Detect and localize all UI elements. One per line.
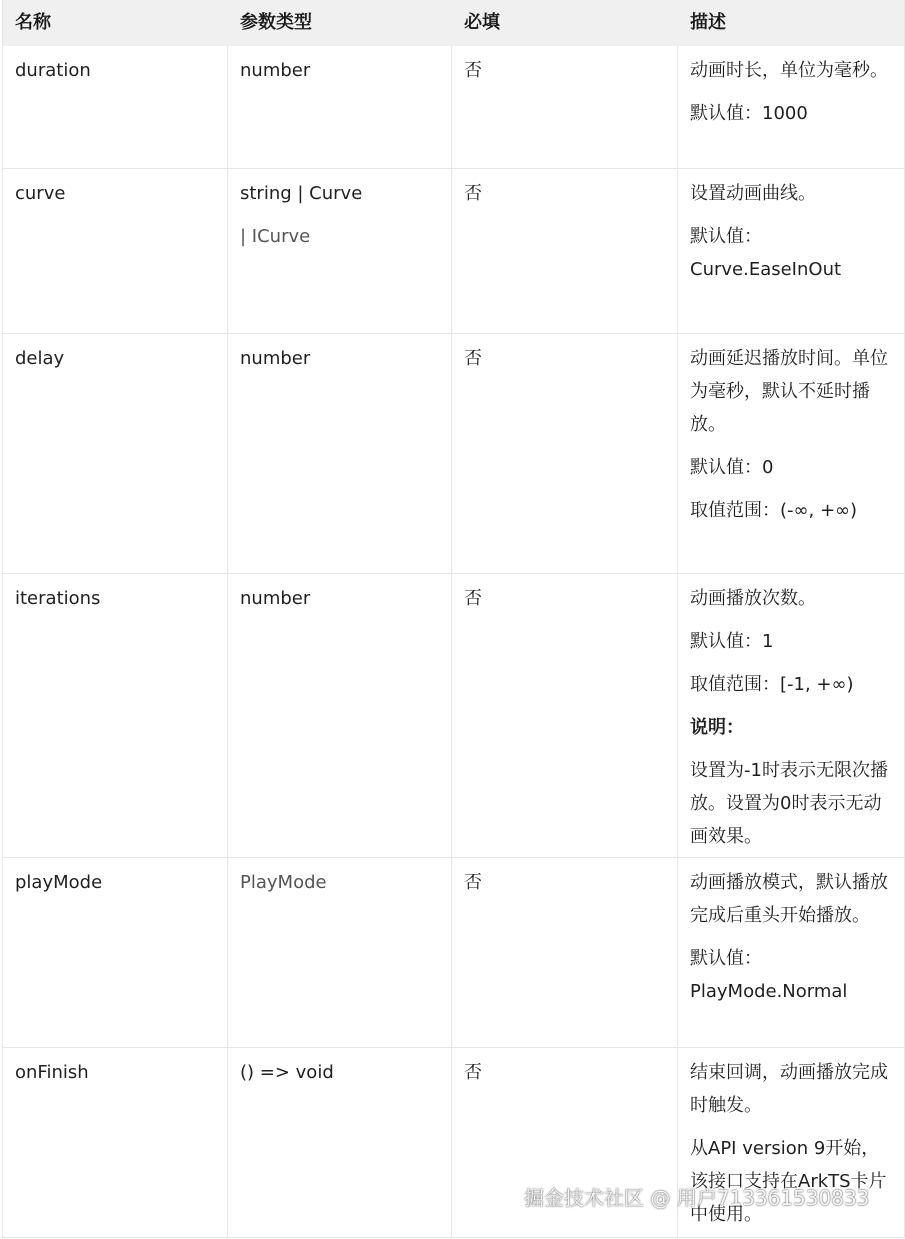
table-row: [3, 46, 904, 169]
param-required: 否: [452, 46, 678, 168]
table-row: [3, 858, 904, 1048]
param-description: 动画播放次数。 默认值：1 取值范围：[-1, +∞) 说明： 设置为-1时表示无限次播放。设置为0时表示无动画效果。: [678, 574, 904, 857]
param-required: 否: [452, 334, 678, 573]
header-required: 必填: [464, 12, 500, 33]
param-name: curve: [3, 169, 228, 333]
table-row: [3, 574, 904, 858]
param-type: number: [228, 46, 452, 168]
param-description: 结束回调，动画播放完成时触发。 从API version 9开始，该接口支持在ArkTS卡片中使用。: [690, 1062, 888, 1225]
table-header-row: [3, 0, 904, 46]
header-type: 参数类型: [240, 12, 312, 33]
param-required: 否: [452, 858, 678, 1047]
header-description: 描述: [690, 12, 726, 33]
param-name: duration: [3, 46, 228, 168]
note-label: 说明：: [690, 717, 744, 738]
param-name: onFinish: [3, 1048, 228, 1237]
table-row: [3, 169, 904, 334]
param-description: 动画时长，单位为毫秒。 默认值：1000: [690, 60, 888, 124]
param-name: iterations: [3, 574, 228, 857]
parameter-table: [2, 0, 905, 1238]
param-description: 动画延迟播放时间。单位为毫秒，默认不延时播放。 默认值：0 取值范围：(-∞, +∞): [690, 348, 888, 521]
param-type: number: [228, 574, 452, 857]
param-name: playMode: [3, 858, 228, 1047]
param-description: 设置动画曲线。 默认值：Curve.EaseInOut: [690, 183, 842, 280]
table-row: [3, 334, 904, 574]
param-description: 动画播放模式，默认播放完成后重头开始播放。 默认值：PlayMode.Normal: [690, 872, 888, 1002]
param-required: 否: [452, 574, 678, 857]
param-required: 否: [452, 1048, 678, 1237]
watermark: 掘金技术社区 @ 用户713361530833: [524, 1186, 870, 1210]
param-type: number: [228, 334, 452, 573]
param-name: delay: [3, 334, 228, 573]
param-type: () => void: [228, 1048, 452, 1237]
header-name: 名称: [15, 12, 51, 33]
param-required: 否: [452, 169, 678, 333]
param-type: PlayMode: [228, 858, 452, 1047]
param-type: string | Curve | ICurve: [228, 169, 452, 333]
